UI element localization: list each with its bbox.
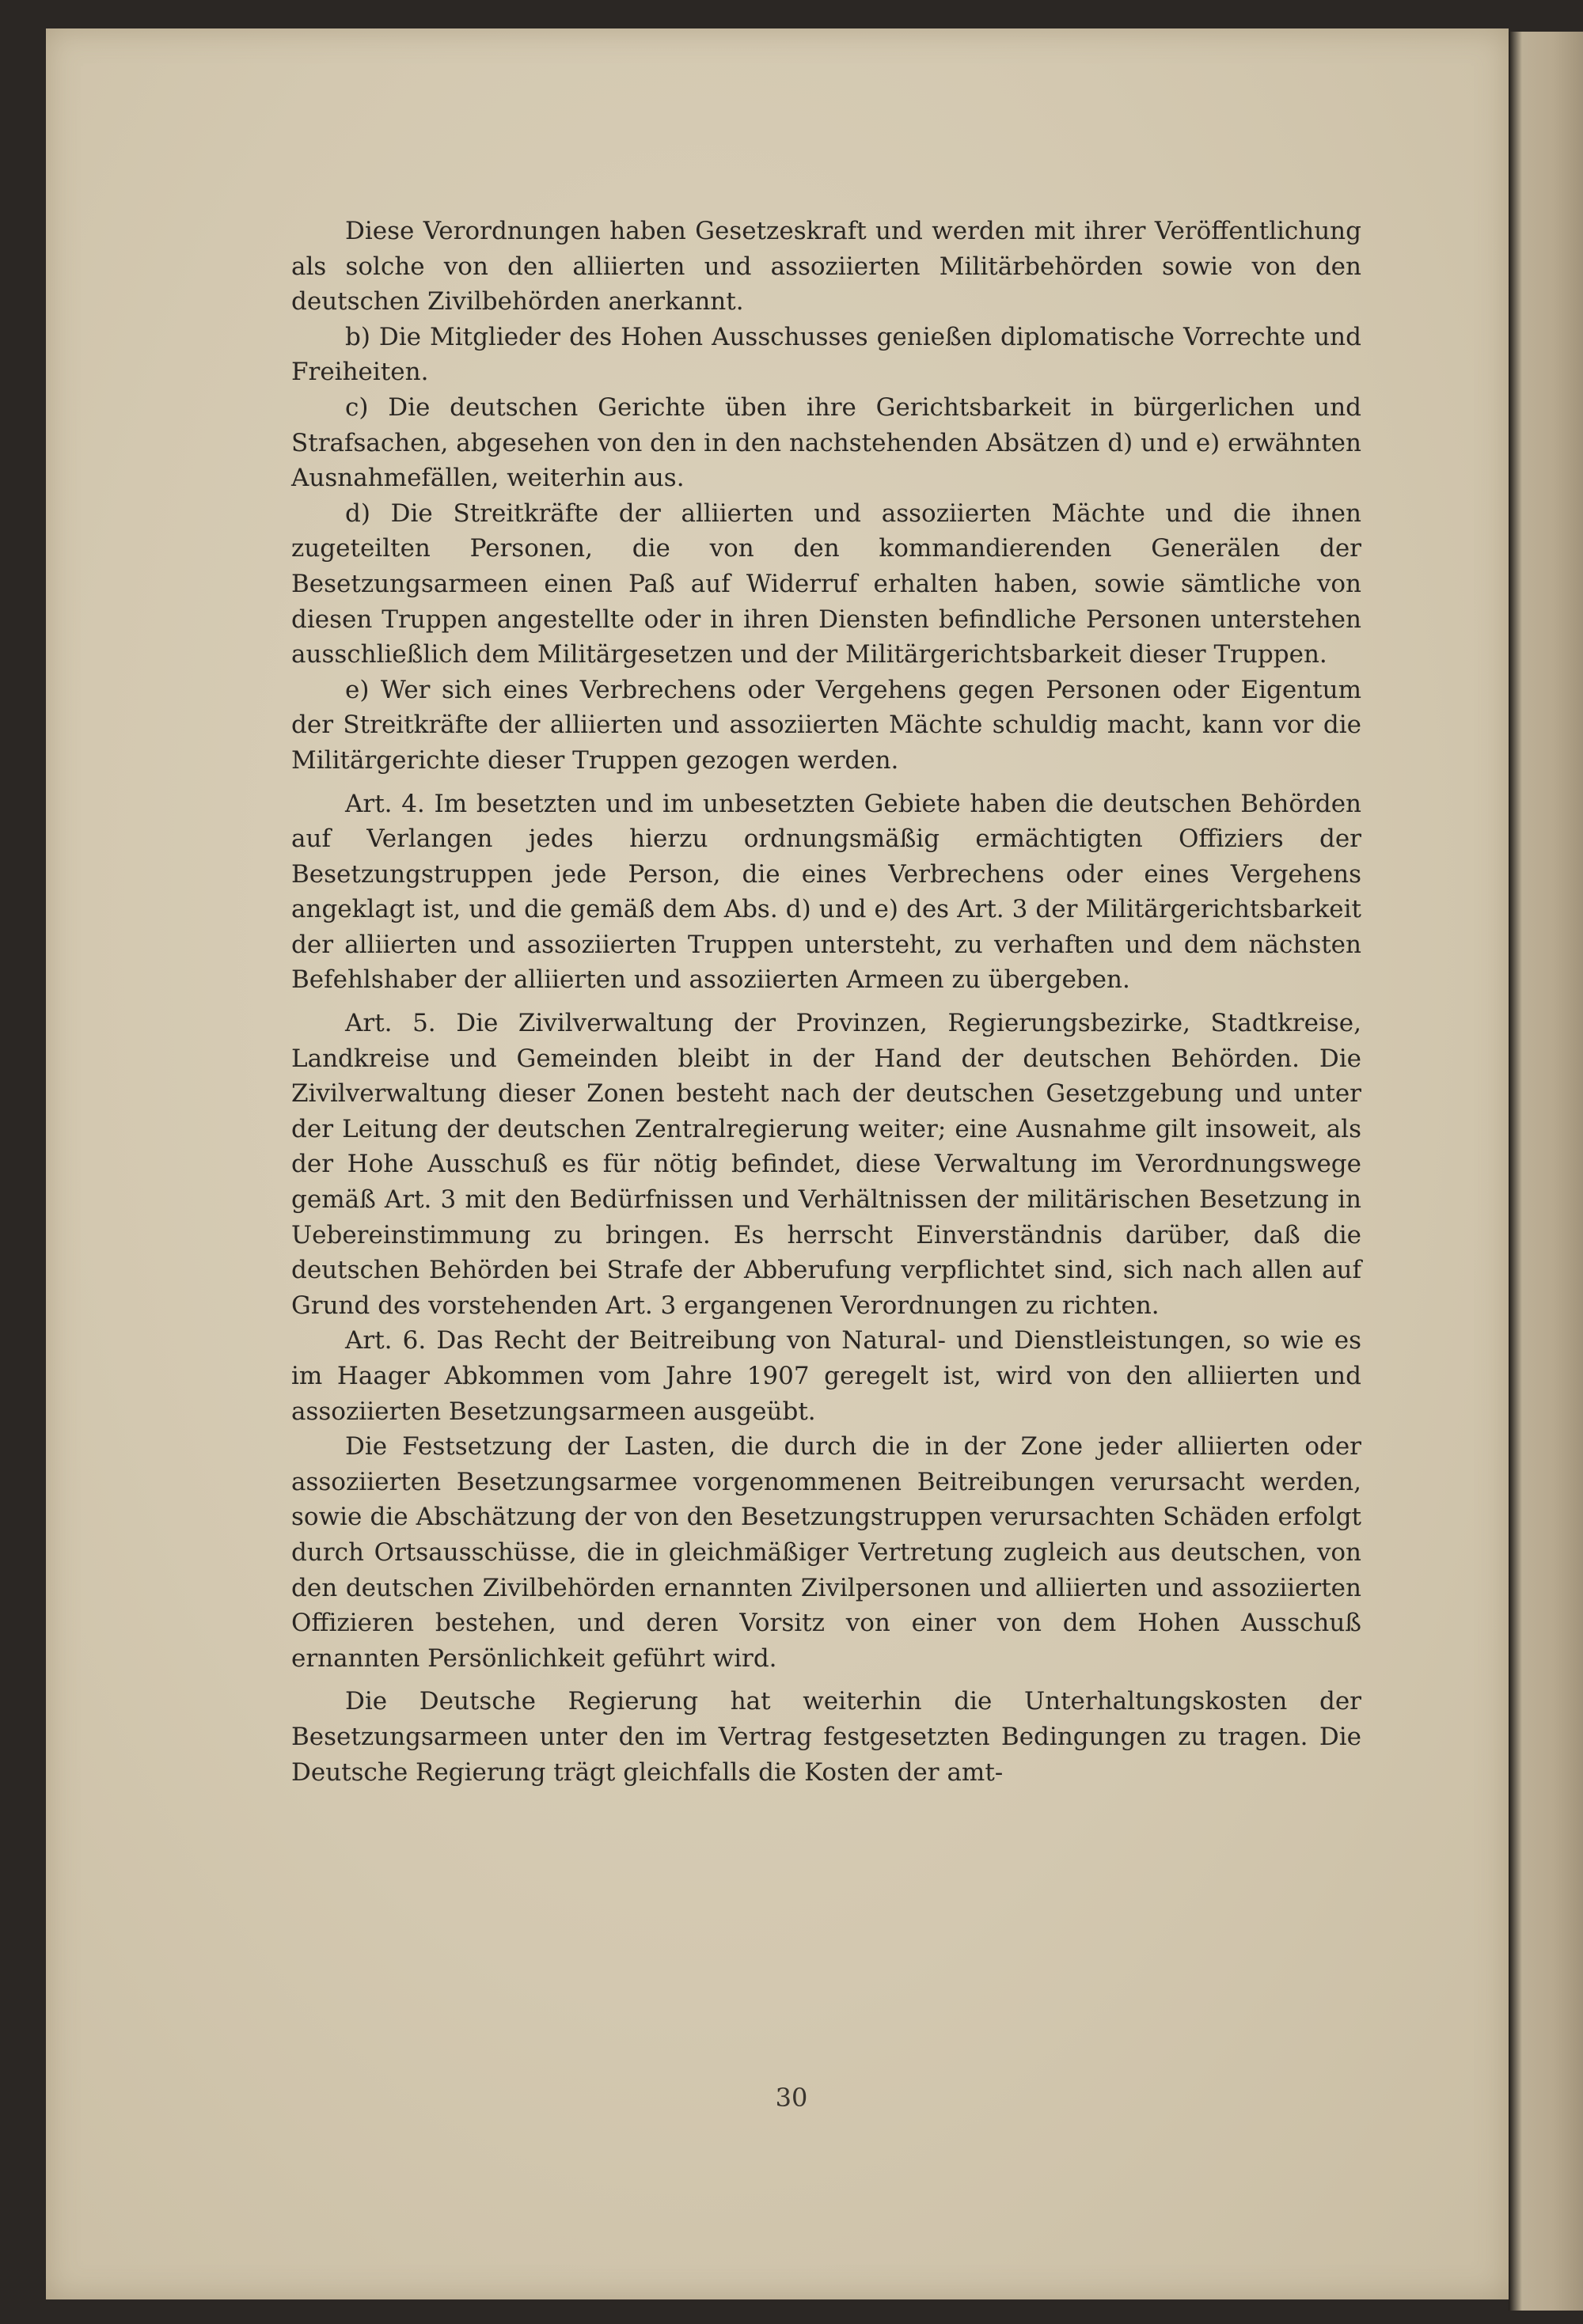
paragraph-e: e) Wer sich eines Verbrechens oder Vergehens gegen Personen oder Eigentum der Streitkräfte der alliierten und assoziierten Mächte schuldig macht, kann vor die Militärgerichte dieser Truppen gezogen werden. <box>291 675 1361 775</box>
paragraph-b: b) Die Mitglieder des Hohen Ausschusses genießen diplomatische Vorrechte und Freiheiten. <box>291 322 1361 387</box>
facing-page-edge <box>1509 32 1583 2311</box>
paragraph-c: c) Die deutschen Gerichte üben ihre Gerichtsbarkeit in bürgerlichen und Strafsachen, abgesehen von den in den nachstehenden Absätzen d) und e) erwähnten Ausnahmefällen, weiterhin aus. <box>291 392 1361 493</box>
paragraph-verordnungen: Diese Verordnungen haben Gesetzeskraft und werden mit ihrer Veröffentlichung als solche von den alliierten und assoziierten Militärbehörden sowie von den deutschen Zivilbehörden anerkannt. <box>291 217 1361 317</box>
paragraph-art-4: Art. 4. Im besetzten und im unbesetzten Gebiete haben die deutschen Behörden auf Verlangen jedes hierzu ordnungsmäßig ermächtigten Offiziers der Besetzungstruppen jede Person, die eines Verbrechens oder eines Vergehens angeklagt ist, und die gemäß dem Abs. d) und e) des Art. 3 der Militärgerichtsbarkeit der alliierten und assoziierten Truppen untersteht, zu verhaften und dem nächsten Befehlshaber der alliierten und assoziierten Armeen zu übergeben. <box>291 789 1361 995</box>
body-text <box>291 214 1361 1790</box>
page-number: 30 <box>775 2083 808 2113</box>
paragraph-art-6: Art. 6. Das Recht der Beitreibung von Natural- und Dienstleistungen, so wie es im Haager Abkommen vom Jahre 1907 geregelt ist, wird von den alliierten und assoziierten Besetzungsarmeen ausgeübt. <box>291 1326 1361 1426</box>
paragraph-art-5: Art. 5. Die Zivilverwaltung der Provinzen, Regierungsbezirke, Stadtkreise, Landkreise und Gemeinden bleibt in der Hand der deutschen Behörden. Die Zivilverwaltung dieser Zonen besteht nach der deutschen Gesetzgebung und unter der Leitung der deutschen Zentralregierung weiter; eine Ausnahme gilt insoweit, als der Hohe Ausschuß es für nötig befindet, diese Verwaltung im Verordnungswege gemäß Art. 3 mit den Bedürfnissen und Verhältnissen der militärischen Besetzung in Uebereinstimmung zu bringen. Es herrscht Einverständnis darüber, daß die deutschen Behörden bei Strafe der Abberufung verpflichtet sind, sich nach allen auf Grund des vorstehenden Art. 3 ergangenen Verordnungen zu richten. <box>291 1009 1361 1320</box>
paragraph-festsetzung: Die Festsetzung der Lasten, die durch die in der Zone jeder alliierten oder assoziierten Besetzungsarmee vorgenommenen Beitreibungen verursacht werden, sowie die Abschätzung der von den Besetzungstruppen verursachten Schäden erfolgt durch Ortsausschüsse, die in gleichmäßiger Vertretung zugleich aus deutschen, von den deutschen Zivilbehörden ernannten Zivilpersonen und alliierten und assoziierten Offizieren bestehen, und deren Vorsitz von einer von dem Hohen Ausschuß ernannten Persönlichkeit geführt wird. <box>291 1432 1361 1673</box>
paragraph-deutsche-regierung: Die Deutsche Regierung hat weiterhin die Unterhaltungskosten der Besetzungsarmeen unter den im Vertrag festgesetzten Bedingungen zu tragen. Die Deutsche Regierung trägt gleichfalls die Kosten der amt- <box>291 1687 1361 1787</box>
paragraph-d: d) Die Streitkräfte der alliierten und assoziierten Mächte und die ihnen zugeteilten Personen, die von den kommandierenden Generälen der Besetzungsarmeen einen Paß auf Widerruf erhalten haben, sowie sämtliche von diesen Truppen angestellte oder in ihren Diensten befindliche Personen unterstehen ausschließlich dem Militärgesetzen und der Militärgerichtsbarkeit dieser Truppen. <box>291 499 1361 669</box>
